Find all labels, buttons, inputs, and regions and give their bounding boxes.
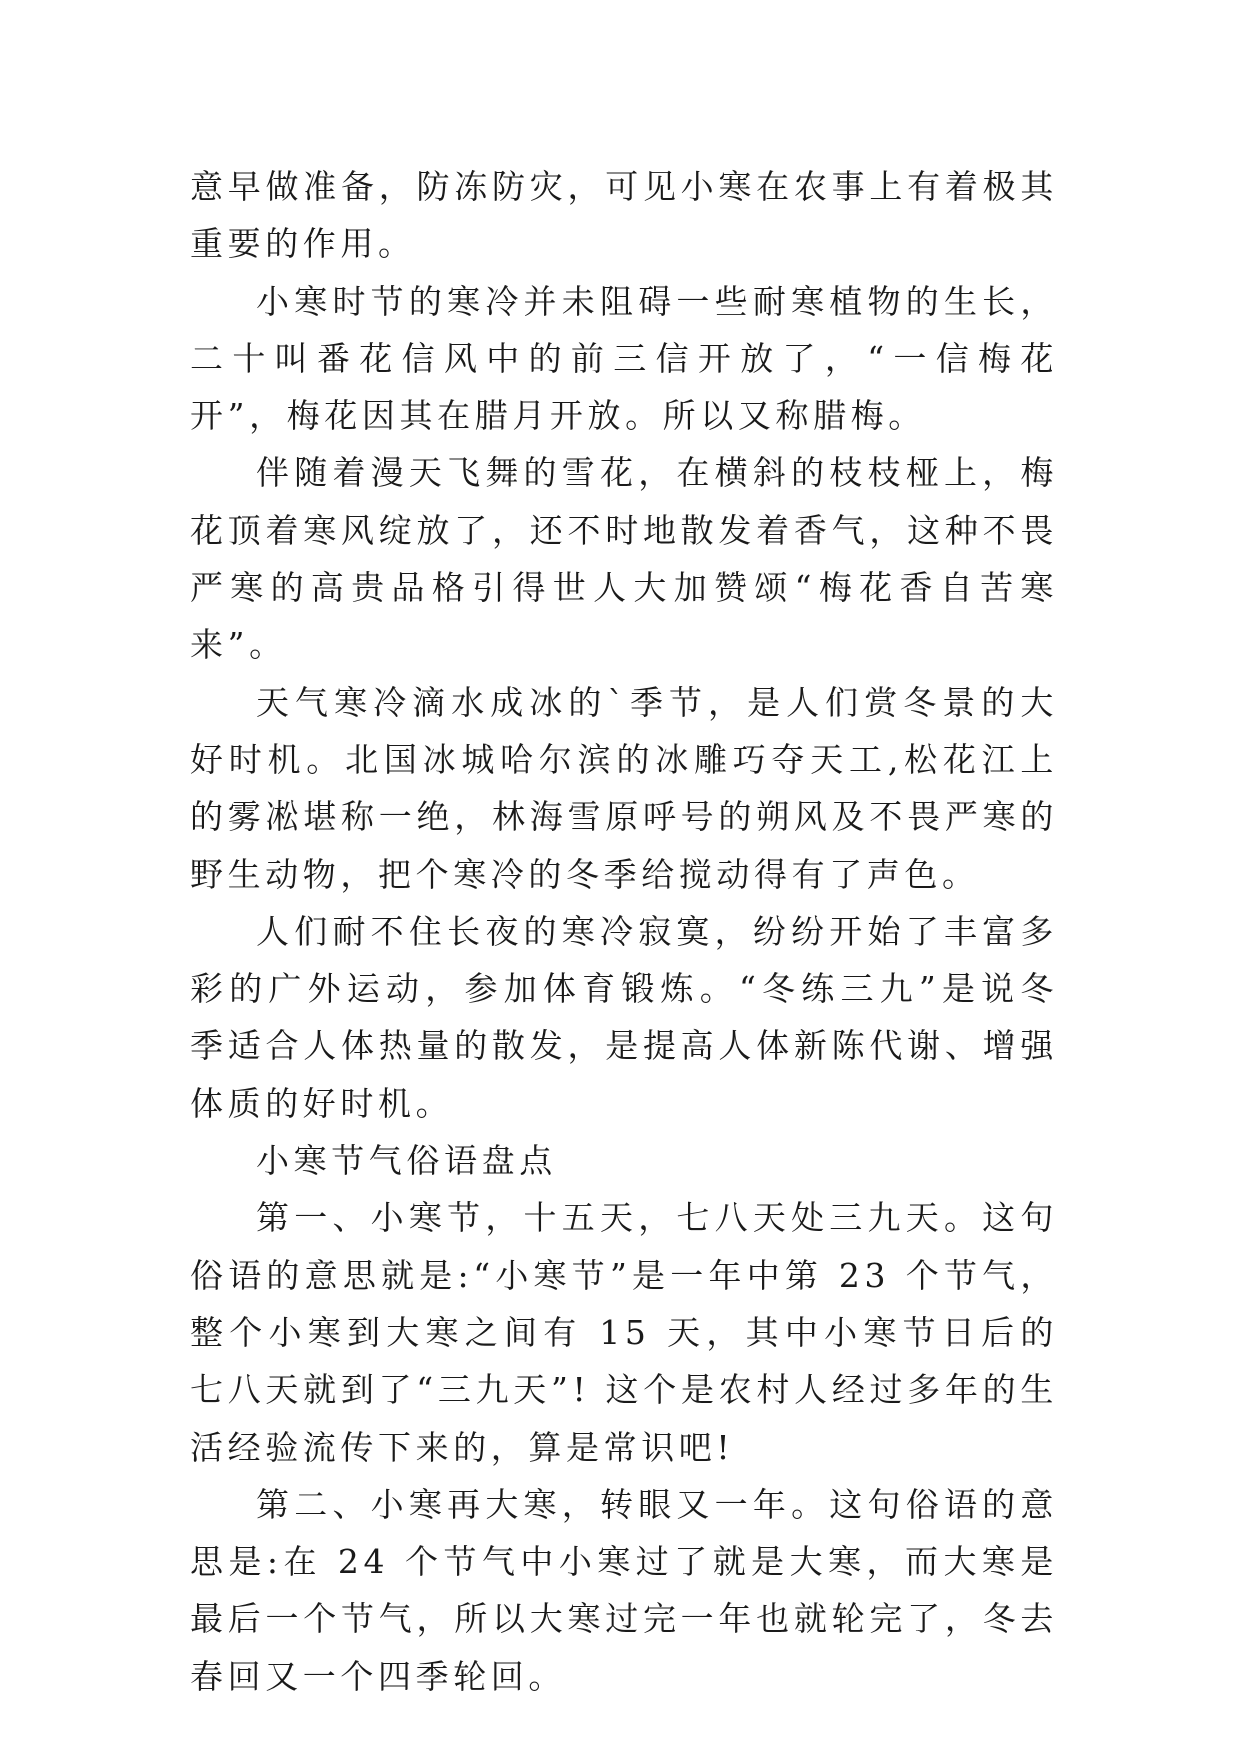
document-body — [190, 158, 1058, 1705]
paragraph-plum-blossom: 伴随着漫天飞舞的雪花，在横斜的枝枝桠上，梅花顶着寒风绽放了，还不时地散发着香气，这种不畏严寒的高贵品格引得世人大加赞颂“梅花香自苦寒来”。 — [190, 453, 1058, 665]
paragraph-winter-scenery: 天气寒冷滴水成冰的`季节，是人们赏冬景的大好时机。北国冰城哈尔滨的冰雕巧夺天工,松花江上的雾凇堪称一绝，林海雪原呼号的朔风及不畏严寒的野生动物，把个寒冷的冬季给搅动得有了声色。 — [190, 682, 1058, 894]
paragraph-proverb-one: 第一、小寒节，十五天，七八天处三九天。这句俗语的意思就是:“小寒节”是一年中第 23 个节气，整个小寒到大寒之间有 15 天，其中小寒节日后的七八天就到了“三九天”! 这个是农村人经过多年的生活经验流传下来的，算是常识吧! — [190, 1198, 1058, 1467]
paragraph-proverb-two: 第二、小寒再大寒，转眼又一年。这句俗语的意思是:在 24 个节气中小寒过了就是大寒，而大寒是最后一个节气，所以大寒过完一年也就轮完了，冬去春回又一个四季轮回。 — [190, 1484, 1058, 1696]
paragraph-wintersweet: 小寒时节的寒冷并未阻碍一些耐寒植物的生长，二十叫番花信风中的前三信开放了，“一信梅花开”，梅花因其在腊月开放。所以又称腊梅。 — [190, 281, 1058, 436]
paragraph-winter-exercise: 人们耐不住长夜的寒冷寂寞，纷纷开始了丰富多彩的广外运动，参加体育锻炼。“冬练三九”是说冬季适合人体热量的散发，是提高人体新陈代谢、增强体质的好时机。 — [190, 911, 1058, 1123]
section-heading-proverbs: 小寒节气俗语盘点 — [256, 1141, 557, 1181]
paragraph-continued: 意早做准备，防冻防灾，可见小寒在农事上有着极其重要的作用。 — [190, 167, 1058, 264]
